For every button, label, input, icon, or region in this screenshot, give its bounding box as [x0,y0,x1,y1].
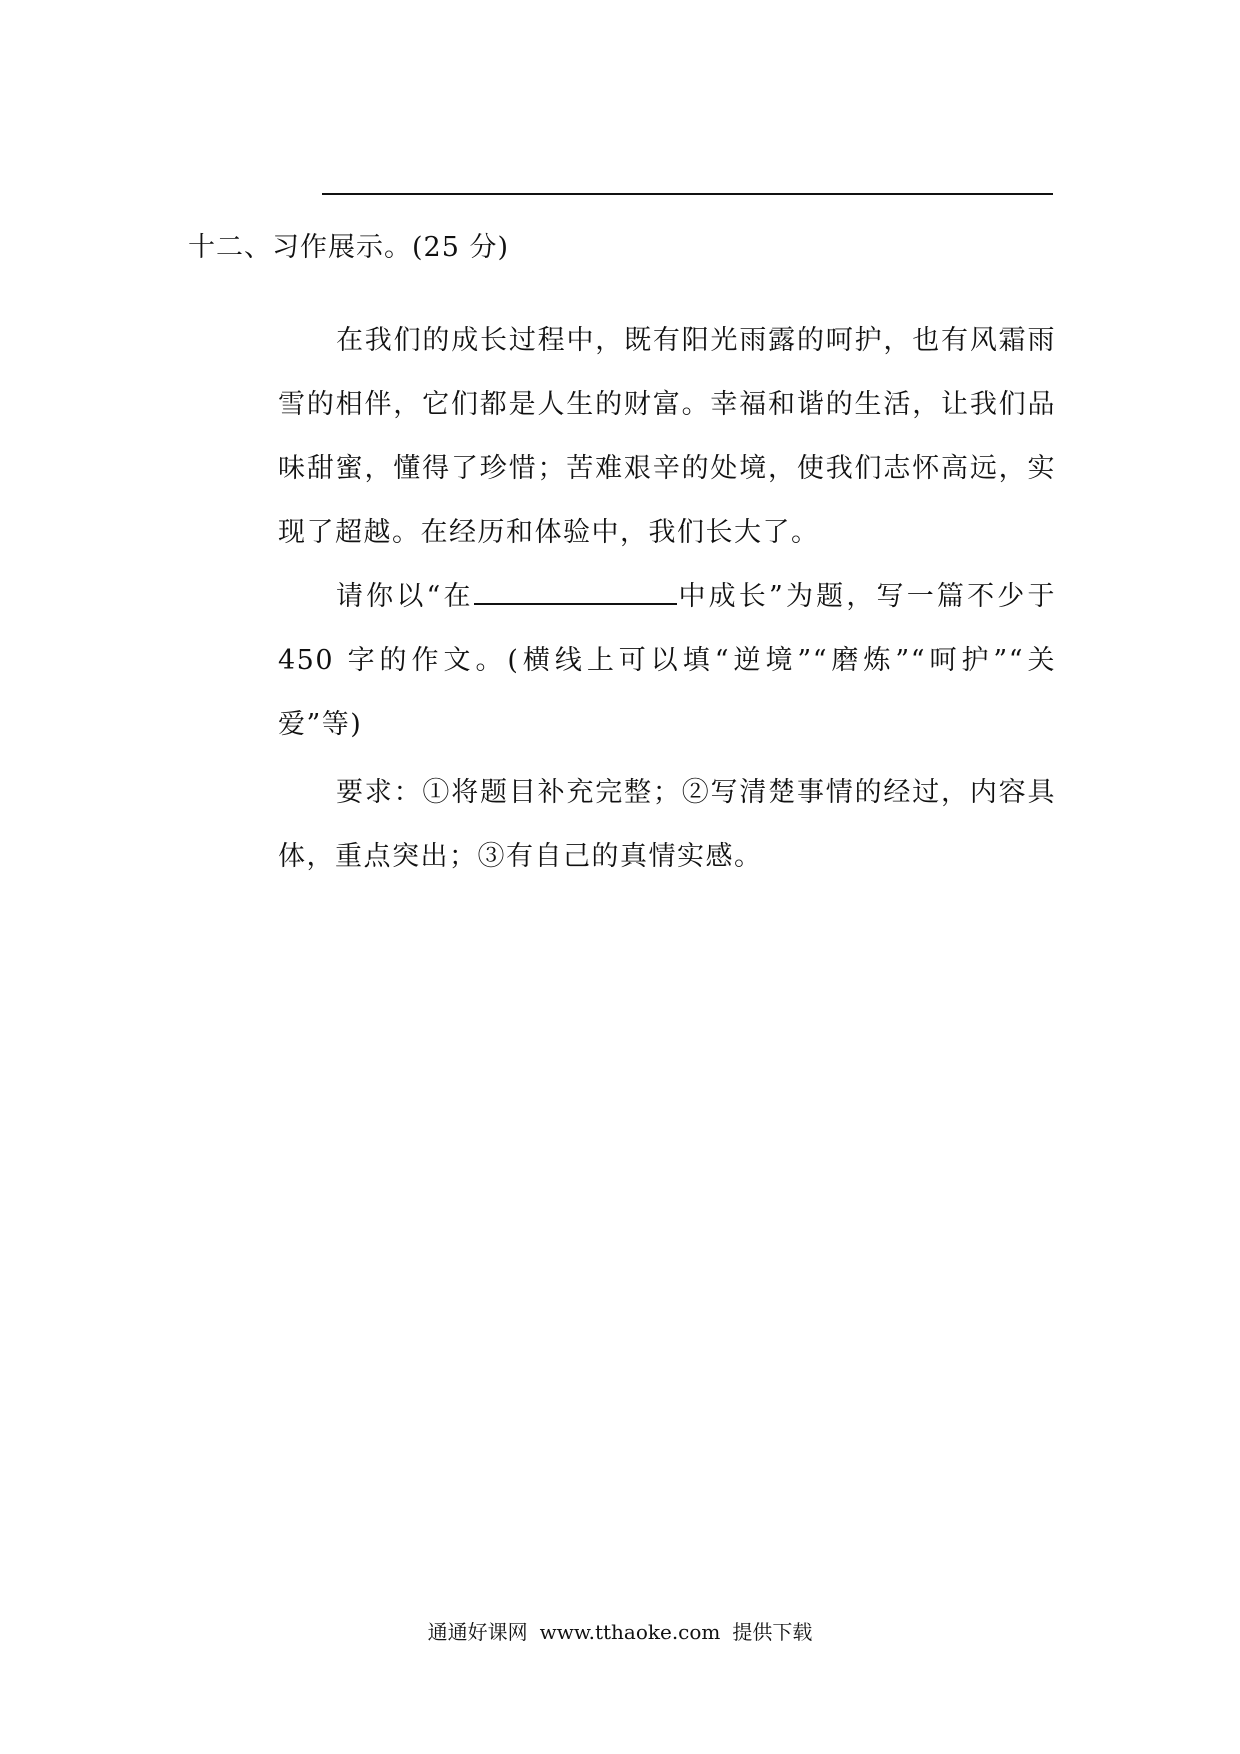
footer-note: 提供下载 [732,1620,813,1644]
intro-paragraph: 在我们的成长过程中，既有阳光雨露的呵护，也有风霜雨雪的相伴，它们都是人生的财富。幸福和谐的生活，让我们品味甜蜜，懂得了珍惜；苦难艰辛的处境，使我们志怀高远，实现了超越。在经历和体验中，我们长大了。 [278,325,1056,548]
page-footer [0,1617,1240,1647]
answer-line [322,193,1053,195]
title-blank [474,577,677,605]
prompt-paragraph [278,565,1056,757]
prompt-text-after-blank: 中成长”为题，写一篇不少于 450 字的作文。(横线上可以填“逆境”“磨炼”“呵护”“关爱”等) [278,581,1056,740]
question-heading: 十二、习作展示。(25 分) [188,232,510,263]
prompt-text-before-blank: 请你以“在 [336,581,474,612]
requirements-paragraph: 要求：①将题目补充完整；②写清楚事情的经过，内容具体，重点突出；③有自己的真情实感。 [278,777,1056,872]
footer-url[interactable]: www.tthaoke.com [539,1620,721,1644]
footer-site-name: 通通好课网 [427,1620,528,1644]
